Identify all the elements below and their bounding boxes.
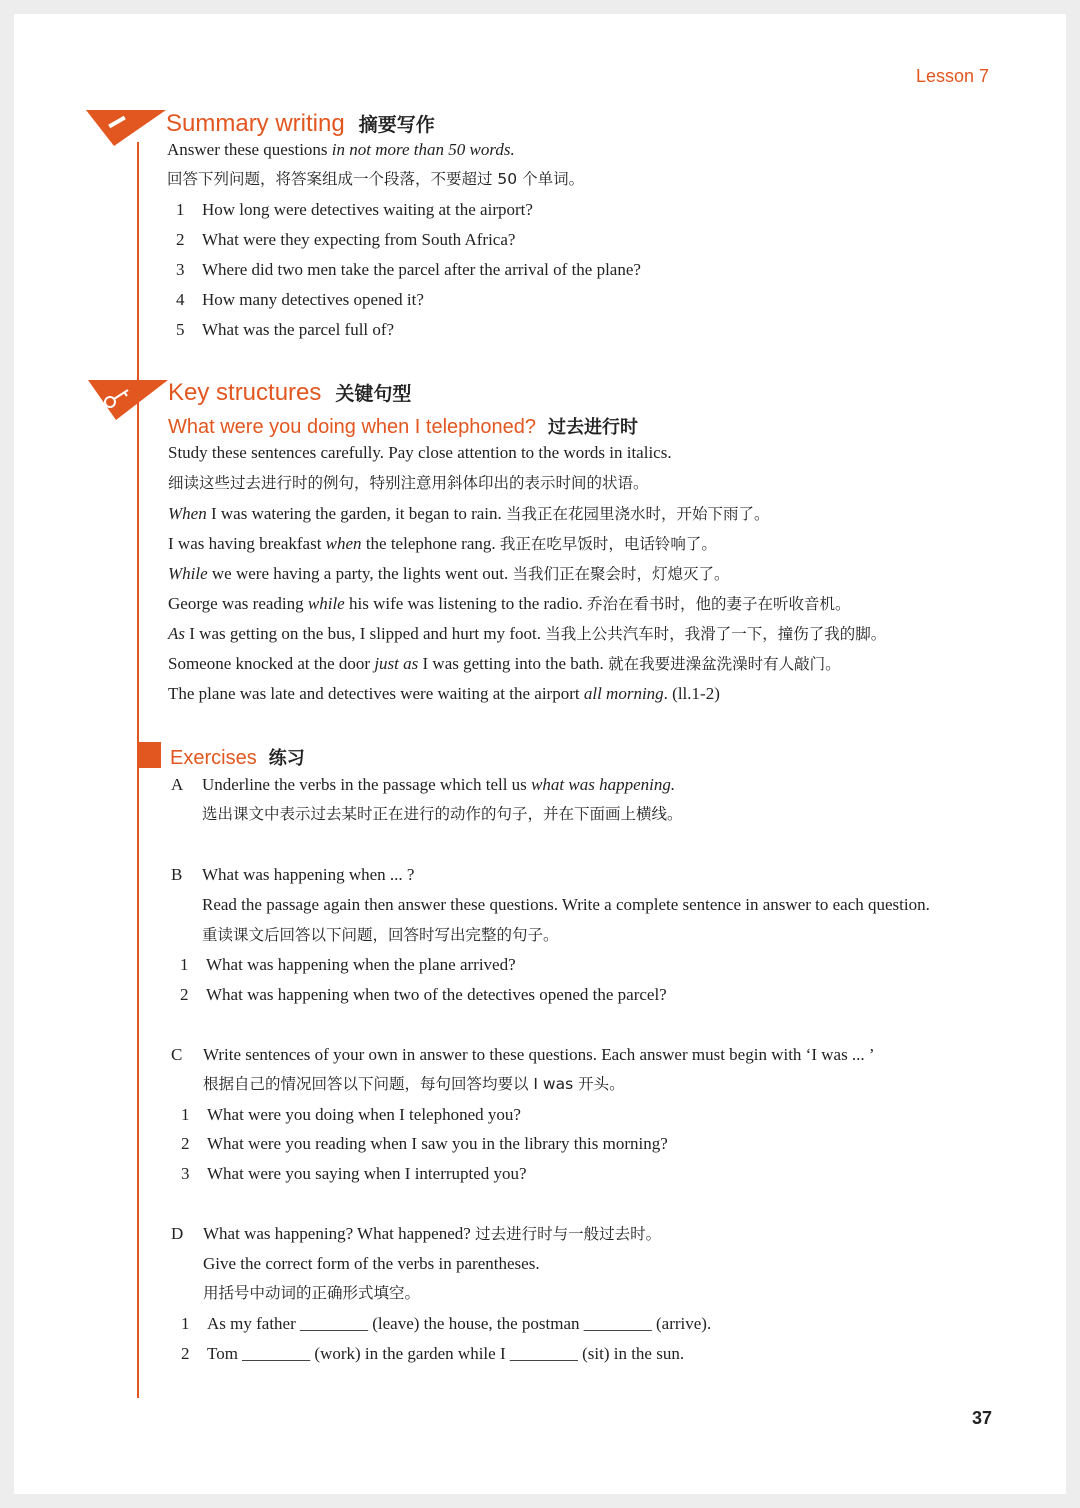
summary-instruction-cn: 回答下列问题，将答案组成一个段落，不要超过 50 个单词。 xyxy=(167,170,585,188)
exercise-a-text: Underline the verbs in the passage which tell us what was happening. xyxy=(202,775,676,794)
list-item: 1 As my father ________ (leave) the house, the postman ________ (arrive). xyxy=(181,1314,712,1333)
example-sentence: As I was getting on the bus, I slipped and hurt my foot. 当我上公共汽车时，我滑了一下，撞伤了我的脚。 xyxy=(168,624,887,643)
key-instruction: Study these sentences carefully. Pay close attention to the words in italics. xyxy=(168,443,672,462)
example-sentence: I was having breakfast when the telephone rang. 我正在吃早饭时，电话铃响了。 xyxy=(168,534,717,553)
summary-instruction: Answer these questions in not more than 50 words. xyxy=(167,140,515,159)
exercise-b-cn: 重读课文后回答以下问题，回答时写出完整的句子。 xyxy=(202,926,559,944)
list-item: 2 What were you reading when I saw you in the library this morning? xyxy=(181,1134,668,1153)
exercise-c-cn: 根据自己的情况回答以下问题，每句回答均要以 I was 开头。 xyxy=(203,1075,625,1093)
list-item: 2 What was happening when two of the detectives opened the parcel? xyxy=(180,985,667,1004)
pencil-icon xyxy=(86,110,168,150)
key-subheading: What were you doing when I telephoned? 过去进行时 xyxy=(168,416,639,438)
key-icon xyxy=(88,380,170,424)
example-sentence: George was reading while his wife was listening to the radio. 乔治在看书时，他的妻子在听收音机。 xyxy=(168,594,851,613)
lesson-label: Lesson 7 xyxy=(916,66,990,86)
textbook-page xyxy=(14,14,1066,1494)
exercise-letter: B xyxy=(171,865,183,884)
list-item: 1 How long were detectives waiting at the airport? xyxy=(176,200,533,219)
list-item: 2 Tom ________ (work) in the garden while I ________ (sit) in the sun. xyxy=(181,1344,685,1363)
exercise-a-cn: 选出课文中表示过去某时正在进行的动作的句子，并在下面画上横线。 xyxy=(202,805,683,823)
list-item: 4 How many detectives opened it? xyxy=(176,290,424,309)
example-sentence: While we were having a party, the lights went out. 当我们正在聚会时，灯熄灭了。 xyxy=(168,564,730,583)
exercises-marker xyxy=(138,742,161,768)
list-item: 2 What were they expecting from South Africa? xyxy=(176,230,516,249)
list-item: 3 Where did two men take the parcel after the arrival of the plane? xyxy=(176,260,641,279)
exercise-c-text: Write sentences of your own in answer to these questions. Each answer must begin with ‘I was ... ’ xyxy=(203,1045,875,1064)
section-heading-summary: Summary writing 摘要写作 xyxy=(166,110,435,137)
example-sentence: When I was watering the garden, it began to rain. 当我正在花园里浇水时，开始下雨了。 xyxy=(168,504,770,523)
exercise-d-title: What was happening? What happened? 过去进行时与一般过去时。 xyxy=(203,1224,662,1243)
page-number: 37 xyxy=(972,1408,993,1428)
key-instruction-cn: 细读这些过去进行时的例句，特别注意用斜体印出的表示时间的状语。 xyxy=(168,474,649,492)
exercise-letter: A xyxy=(171,775,184,794)
list-item: 1 What were you doing when I telephoned you? xyxy=(181,1105,521,1124)
margin-rule xyxy=(137,142,139,1398)
exercise-letter: C xyxy=(171,1045,183,1064)
list-item: 5 What was the parcel full of? xyxy=(176,320,395,339)
section-heading-exercises: Exercises 练习 xyxy=(170,747,305,769)
list-item: 3 What were you saying when I interrupted you? xyxy=(181,1164,527,1183)
section-heading-key-structures: Key structures 关键句型 xyxy=(168,379,412,406)
exercise-d-text: Give the correct form of the verbs in parentheses. xyxy=(203,1254,540,1273)
list-item: 1 What was happening when the plane arrived? xyxy=(180,955,516,974)
exercise-b-text: Read the passage again then answer these questions. Write a complete sentence in answer to each question. xyxy=(202,895,930,914)
exercise-d-cn: 用括号中动词的正确形式填空。 xyxy=(203,1284,421,1302)
exercise-b-title: What was happening when ... ? xyxy=(202,865,415,884)
example-sentence: Someone knocked at the door just as I was getting into the bath. 就在我要进澡盆洗澡时有人敲门。 xyxy=(168,654,841,673)
exercise-letter: D xyxy=(171,1224,184,1243)
example-sentence: The plane was late and detectives were waiting at the airport all morning. (ll.1-2) xyxy=(168,684,720,703)
